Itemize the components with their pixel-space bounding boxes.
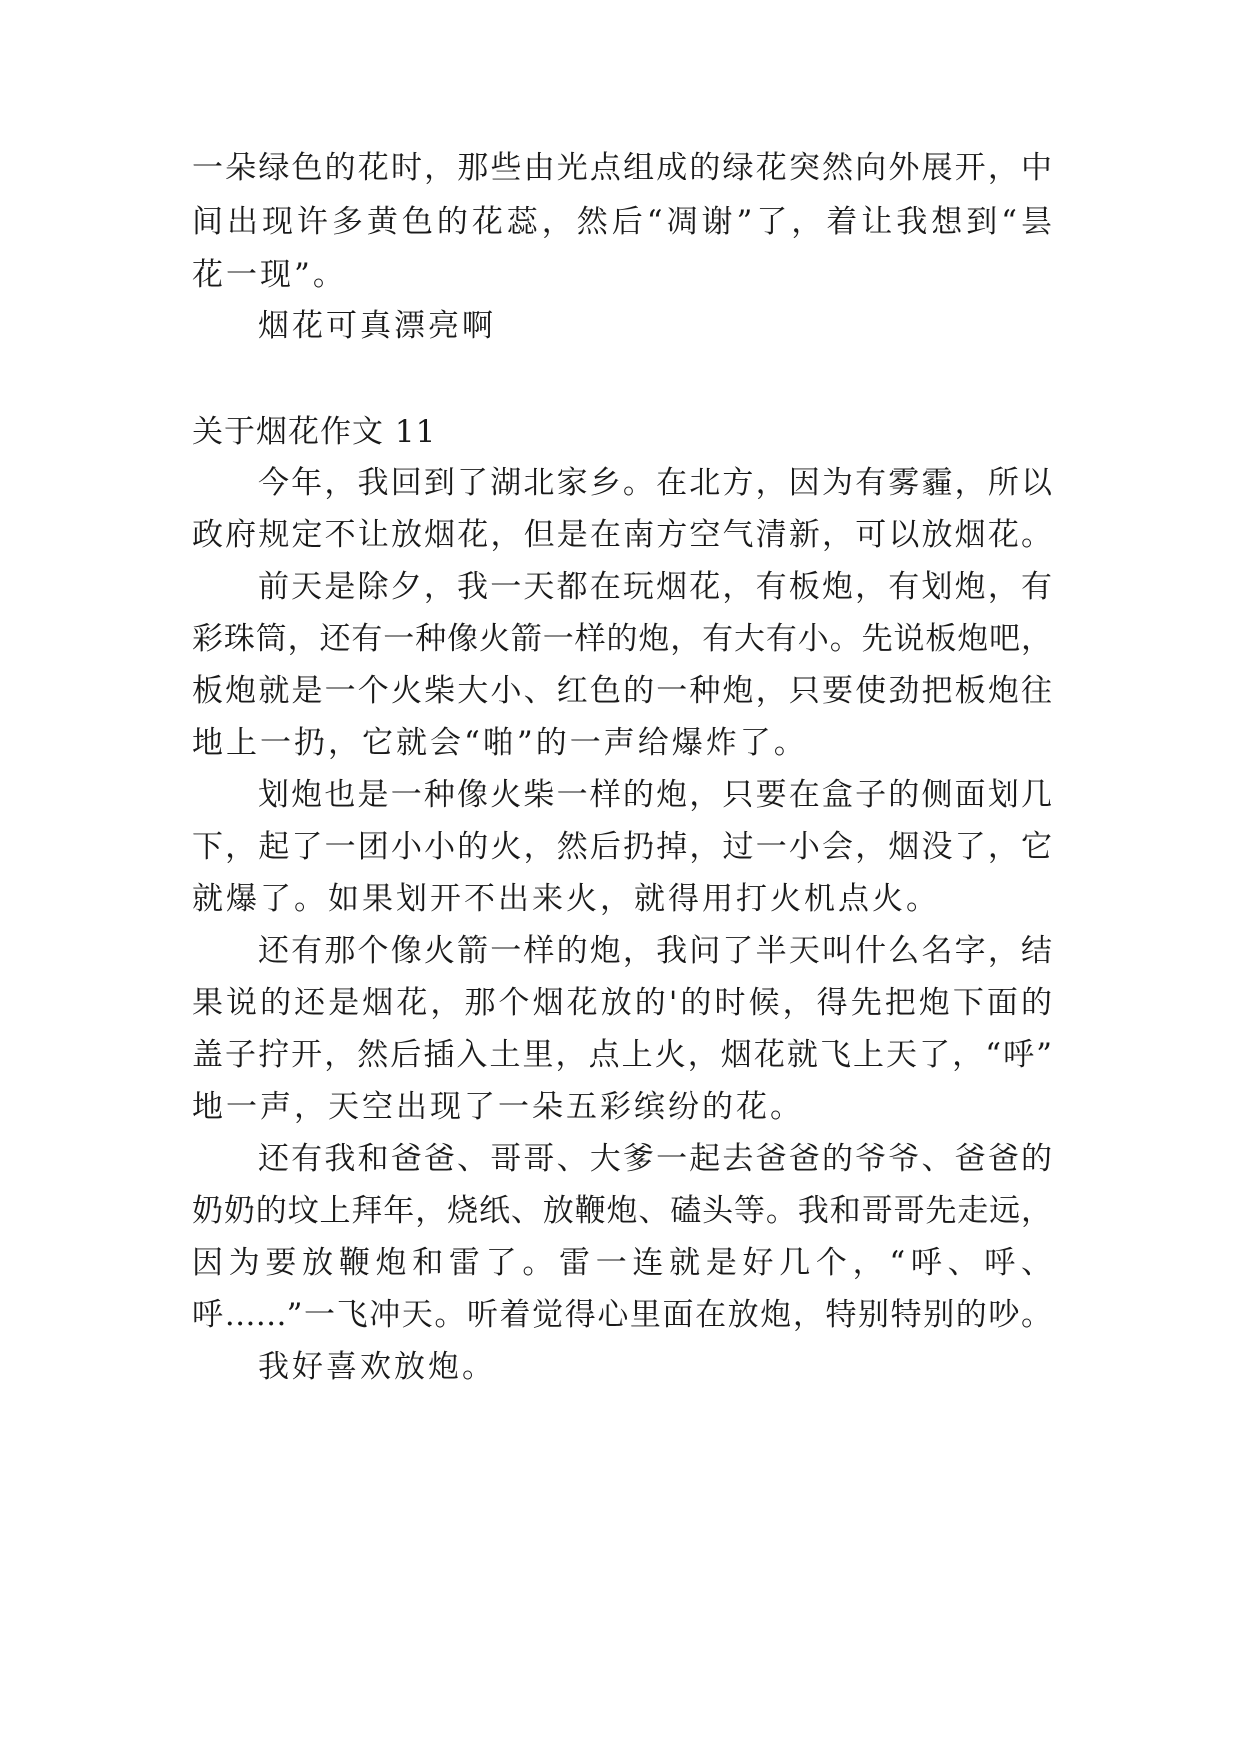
text-line: 今年，我回到了湖北家乡。在北方，因为有雾霾，所以	[258, 465, 1052, 501]
text-line: 前天是除夕，我一天都在玩烟花，有板炮，有划炮，有	[258, 569, 1052, 605]
text-line: 政府规定不让放烟花，但是在南方空气清新，可以放烟花。	[192, 517, 1052, 553]
text-line: 彩珠筒，还有一种像火箭一样的炮，有大有小。先说板炮吧，	[192, 621, 1052, 657]
text-line: 花一现”。	[192, 257, 347, 293]
text-line: 还有我和爸爸、哥哥、大爹一起去爸爸的爷爷、爸爸的	[258, 1141, 1052, 1177]
text-line: 呼……”一飞冲天。听着觉得心里面在放炮，特别特别的吵。	[192, 1297, 1052, 1333]
text-line: 因为要放鞭炮和雷了。雷一连就是好几个，“呼、呼、	[192, 1245, 1052, 1281]
text-line: 果说的还是烟花，那个烟花放的'的时候，得先把炮下面的	[192, 985, 1052, 1021]
text-line: 烟花可真漂亮啊	[258, 308, 496, 344]
text-line: 划炮也是一种像火柴一样的炮，只要在盒子的侧面划几	[258, 777, 1052, 813]
text-line: 盖子拧开，然后插入土里，点上火，烟花就飞上天了，“呼”	[192, 1037, 1052, 1073]
text-line: 地上一扔，它就会“啪”的一声给爆炸了。	[192, 725, 808, 761]
text-line: 板炮就是一个火柴大小、红色的一种炮，只要使劲把板炮往	[192, 673, 1052, 709]
text-line: 一朵绿色的花时，那些由光点组成的绿花突然向外展开，中	[192, 150, 1052, 186]
section-title: 关于烟花作文 11	[192, 414, 437, 450]
text-line: 还有那个像火箭一样的炮，我问了半天叫什么名字，结	[258, 933, 1052, 969]
text-line: 我好喜欢放炮。	[258, 1349, 496, 1385]
text-line: 奶奶的坟上拜年，烧纸、放鞭炮、磕头等。我和哥哥先走远，	[192, 1193, 1052, 1229]
text-line: 地一声，天空出现了一朵五彩缤纷的花。	[192, 1089, 804, 1125]
text-line: 就爆了。如果划开不出来火，就得用打火机点火。	[192, 881, 940, 917]
text-line: 间出现许多黄色的花蕊，然后“凋谢”了，着让我想到“昙	[192, 204, 1052, 240]
text-line: 下，起了一团小小的火，然后扔掉，过一小会，烟没了，它	[192, 829, 1052, 865]
